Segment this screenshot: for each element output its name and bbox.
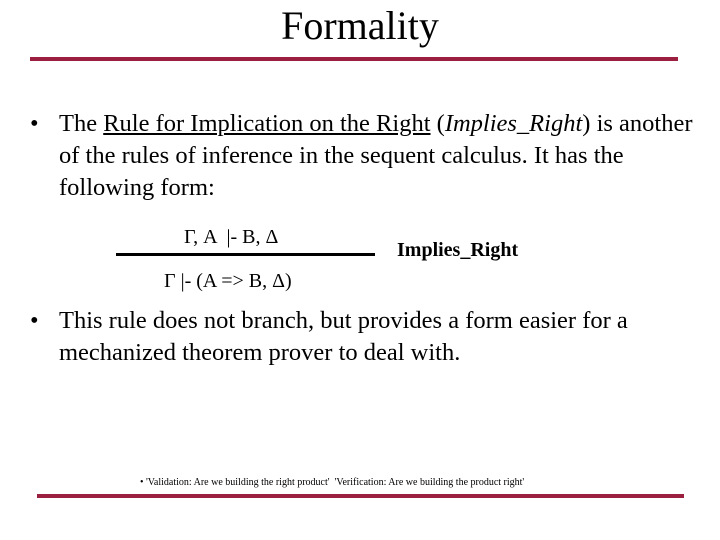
sequent-premise: Γ, A |- B, Δ [184,226,279,248]
footnote: • 'Validation: Are we building the right product' 'Verification: Are we building the product right' [140,477,525,488]
rule-id: Implies_Right [444,110,583,137]
inference-rule-label: Implies_Right [397,239,519,261]
bullet-no-branch [30,305,700,369]
top-divider [30,57,678,61]
inference-line [116,253,375,256]
rule-name: Rule for Implication on the Right [103,110,431,137]
bullet-implies-right [30,108,700,204]
bullet-text [59,108,700,204]
bullet-text: This rule does not branch, but provides a form easier for a mechanized theorem prover to deal with. [59,307,628,366]
sequent-conclusion: Γ |- (A => B, Δ) [164,270,292,292]
slide-title: Formality [281,3,439,48]
bullet-dot-icon: • [30,307,39,334]
bullet-prefix: The [59,110,104,137]
bullet-dot-icon: • [30,110,39,137]
bullet-suffix: ) is another of the rules of inference in the sequent calculus. It has the following form: [59,110,693,201]
bottom-divider [37,494,684,498]
bullet-middle: ( [430,110,445,137]
